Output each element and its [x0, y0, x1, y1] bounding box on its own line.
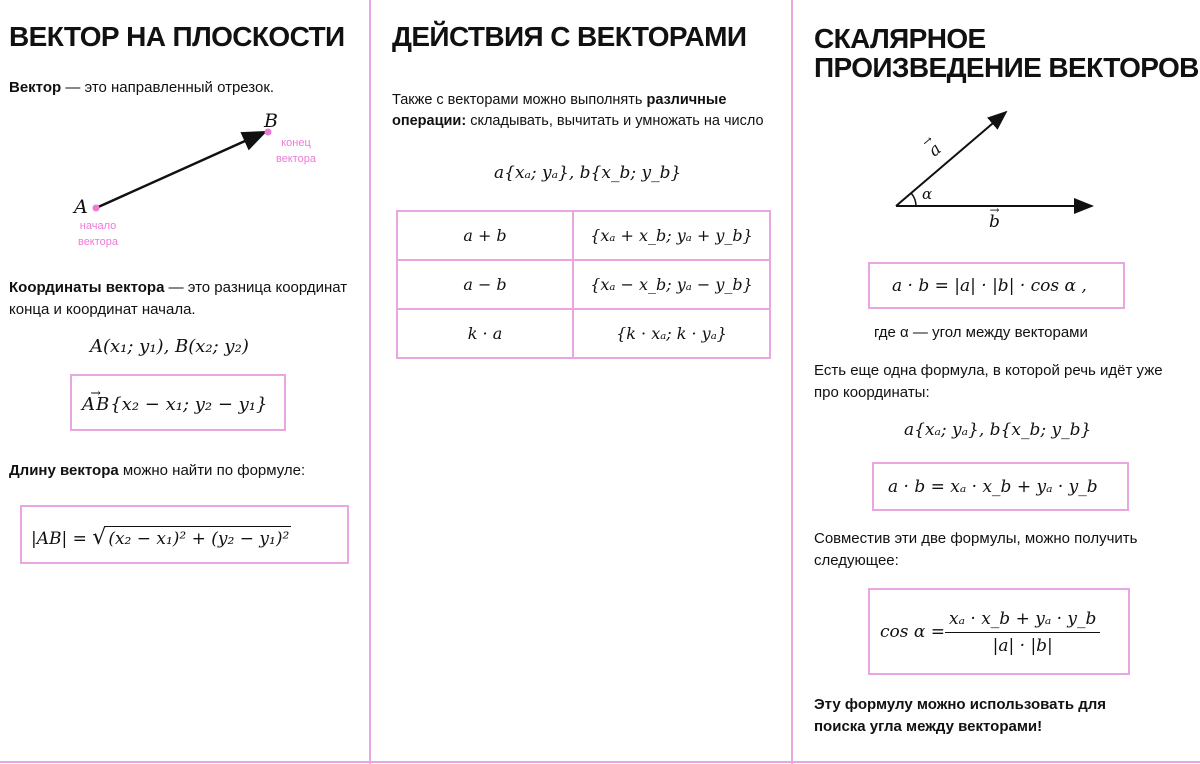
label-alpha: α — [922, 185, 933, 203]
column-vector-on-plane — [0, 0, 370, 764]
operations-table — [396, 210, 771, 359]
final-note: Эту формулу можно использовать для поиска угла между векторами! — [814, 696, 1107, 735]
label-b: → b — [989, 212, 1000, 232]
point-a-label: A — [74, 196, 88, 218]
operations-intro — [392, 90, 777, 132]
coordinates-text: — это разница координат конца и координат начала. — [9, 279, 348, 318]
ab-coordinates: {x₂ − x₁; y₂ − y₁} — [110, 394, 268, 415]
coord-formula-box — [872, 462, 1129, 511]
ab-formula-box — [70, 374, 286, 431]
definition-text: — это направленный отрезок. — [61, 79, 275, 96]
label-a: → a — [925, 139, 946, 161]
table-row — [397, 260, 770, 309]
intro-bold: различные операции: — [392, 92, 727, 129]
intro-text: Также с векторами можно выполнять — [392, 92, 647, 108]
cos-formula-box — [868, 588, 1130, 675]
coordinates-definition — [9, 277, 349, 321]
section-title: ВЕКТОР НА ПЛОСКОСТИ — [9, 21, 345, 52]
cos-denominator: |a| · |b| — [992, 635, 1053, 656]
operation-cell: a + b — [397, 211, 573, 260]
result-cell: {xₐ + x_b; yₐ + y_b} — [573, 211, 770, 260]
length-lhs: |AB| = — [31, 529, 93, 549]
points-formula: A(x₁; y₁), B(x₂; y₂) — [90, 336, 249, 357]
cos-numerator: xₐ · x_b + yₐ · y_b — [945, 609, 1100, 633]
angle-arc — [911, 193, 916, 206]
operation-cell: a − b — [397, 260, 573, 309]
operation-cell: k · a — [397, 309, 573, 358]
vector-arrow — [96, 132, 265, 208]
vectors-formula: a{xₐ; yₐ}, b{x_b; y_b} — [904, 420, 1092, 440]
result-cell: {k · xₐ; k · yₐ} — [573, 309, 770, 358]
length-radicand: (x₂ − x₁)² + (y₂ − y₁)² — [106, 526, 291, 549]
dot-formula: a · b = |a| · |b| · cos α , — [892, 276, 1087, 296]
start-note: начало вектора — [77, 220, 119, 248]
vector-definition — [9, 77, 359, 98]
section-title-line1: СКАЛЯРНОЕ — [814, 23, 986, 54]
vector-diagram — [0, 100, 370, 260]
dot-formula-box — [868, 262, 1125, 309]
intro-text-rest: складывать, вычитать и умножать на число — [466, 113, 764, 129]
table-row — [397, 309, 770, 358]
vector-ab: → AB — [82, 394, 110, 415]
start-point — [93, 205, 100, 212]
term-vector: Вектор — [9, 79, 62, 96]
length-text: можно найти по формуле: — [118, 462, 306, 479]
term-length: Длину вектора — [9, 462, 119, 479]
table-row — [397, 211, 770, 260]
vectors-formula: a{xₐ; yₐ}, b{x_b; y_b} — [494, 163, 682, 183]
column-vector-operations — [372, 0, 792, 764]
cos-lhs: cos α = — [880, 622, 946, 642]
section-title-line2: ПРОИЗВЕДЕНИЕ ВЕКТОРОВ — [814, 52, 1199, 83]
point-b-label: B — [264, 110, 278, 132]
coord-formula: a · b = xₐ · x_b + yₐ · y_b — [888, 477, 1098, 497]
term-coordinates: Координаты вектора — [9, 279, 165, 296]
length-intro — [9, 460, 359, 481]
column-dot-product — [794, 0, 1200, 764]
where-text: где α — угол между векторами — [874, 324, 1088, 341]
ab-formula — [82, 394, 267, 415]
end-note: конец вектора — [275, 137, 317, 165]
cos-formula — [880, 604, 1100, 660]
section-title: ДЕЙСТВИЯ С ВЕКТОРАМИ — [392, 21, 747, 52]
result-cell: {xₐ − x_b; yₐ − y_b} — [573, 260, 770, 309]
combine-text: Совместив эти две формулы, можно получить следующее: — [814, 530, 1138, 569]
more-formula-text: Есть еще одна формула, в которой речь идёт уже про координаты: — [814, 362, 1163, 401]
length-formula — [31, 525, 291, 550]
vector-a-arrow — [896, 112, 1006, 206]
sqrt-sign: √ — [92, 525, 107, 550]
length-formula-box — [20, 505, 349, 564]
cos-fraction — [945, 609, 1100, 656]
